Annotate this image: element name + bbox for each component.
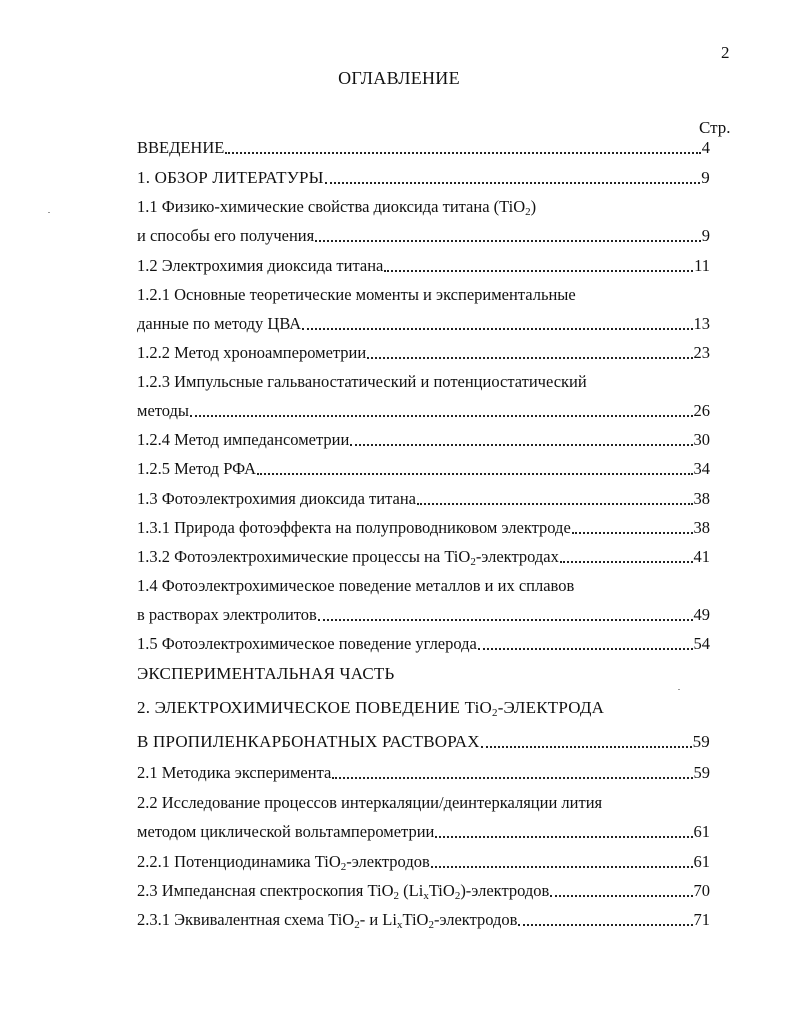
toc-entry-text — [137, 547, 559, 567]
scan-speck — [678, 689, 680, 690]
toc-title: ОГЛАВЛЕНИЕ — [338, 68, 460, 88]
toc-entry-text: 1.4 Фотоэлектрохимическое поведение металлов и их сплавов — [137, 576, 575, 595]
toc-entry-text-part: TiO — [402, 910, 429, 929]
toc-entry-page: 13 — [693, 314, 710, 333]
toc-entry-text: 1.2.2 Метод хроноамперометрии — [137, 343, 367, 362]
toc-entry-page: 54 — [693, 634, 710, 653]
toc-entry-page: 71 — [693, 910, 710, 929]
toc-entry-literature-review[interactable] — [137, 168, 710, 190]
toc-entry-text: 1. ОБЗОР ЛИТЕРАТУРЫ — [137, 168, 324, 187]
leader-dots — [417, 489, 693, 505]
toc-entry-page: 38 — [693, 489, 710, 508]
toc-entry-page: 26 — [693, 401, 710, 420]
subscript: 2 — [393, 890, 400, 902]
leader-dots — [435, 822, 692, 838]
leader-dots — [572, 518, 693, 534]
leader-dots — [560, 547, 693, 563]
toc-entry-text-part: 2.2.1 Потенциодинамика TiO — [137, 852, 341, 871]
leader-dots — [332, 763, 692, 779]
leader-dots — [225, 138, 700, 154]
toc-entry-page: 70 — [693, 881, 710, 900]
toc-entry-page: 9 — [701, 168, 710, 187]
toc-entry-page: 9 — [701, 226, 710, 245]
toc-entry-text-part: - и Li — [359, 910, 397, 929]
toc-entry-text — [137, 852, 430, 872]
subscript: 2 — [428, 919, 434, 931]
leader-dots — [384, 256, 693, 272]
toc-entry-text: 1.2.5 Метод РФА — [137, 459, 256, 478]
leader-dots — [315, 226, 701, 242]
toc-entry-page: 11 — [694, 256, 710, 275]
leader-dots — [367, 343, 692, 359]
toc-entry-text: 1.3 Фотоэлектрохимия диоксида титана — [137, 489, 416, 508]
toc-entry-2-1[interactable] — [137, 763, 710, 785]
toc-entry-1-2-5[interactable] — [137, 459, 710, 481]
toc-entry-1-3-2[interactable] — [137, 547, 710, 569]
toc-entry-text-part: (Li — [399, 881, 424, 900]
toc-entry-text: в растворах электролитов — [137, 605, 317, 624]
toc-entry-page: 41 — [693, 547, 710, 566]
toc-entry-text: 2.2 Исследование процессов интеркаляции/деинтеркаляции лития — [137, 793, 603, 812]
toc-entry-page: 61 — [693, 852, 710, 871]
toc-entry-page: 38 — [693, 518, 710, 537]
toc-entry-1-2-2[interactable] — [137, 343, 710, 365]
leader-dots — [350, 430, 692, 446]
toc-entry-text: 1.2 Электрохимия диоксида титана — [137, 256, 384, 275]
subscript: 2 — [525, 206, 531, 218]
toc-entry-1-2[interactable] — [137, 256, 710, 278]
leader-dots — [190, 401, 692, 417]
toc-entry-text: 1.5 Фотоэлектрохимическое поведение углерода — [137, 634, 477, 653]
toc-entry-page: 4 — [701, 138, 710, 157]
toc-entry-text: ЭКСПЕРИМЕНТАЛЬНАЯ ЧАСТЬ — [137, 664, 395, 683]
toc-entry-text: 1.2.3 Импульсные гальваностатический и потенциостатический — [137, 372, 587, 391]
toc-entry-1-2-1-line2[interactable] — [137, 314, 710, 336]
toc-entry-1-1-line2[interactable] — [137, 226, 710, 248]
toc-entry-2-2-line2[interactable] — [137, 822, 710, 844]
toc-entry-text: методы — [137, 401, 190, 420]
leader-dots — [325, 168, 701, 184]
toc-entry-page: 34 — [693, 459, 710, 478]
toc-entry-1-2-4[interactable] — [137, 430, 710, 452]
toc-entry-text: 1.2.4 Метод импедансометрии — [137, 430, 350, 449]
subscript: 2 — [470, 556, 476, 568]
toc-entry-text: данные по методу ЦВА — [137, 314, 302, 333]
toc-entry-text — [137, 881, 549, 901]
leader-dots — [318, 605, 693, 621]
toc-entry-page: 49 — [693, 605, 710, 624]
toc-entry-page: 61 — [693, 822, 710, 841]
toc-entry-1-3[interactable] — [137, 489, 710, 511]
toc-entry-text-part: TiO — [428, 881, 455, 900]
toc-entry-2-2-line1[interactable] — [137, 793, 710, 815]
toc-entry-2-2-1[interactable] — [137, 852, 710, 874]
toc-entry-page: 59 — [693, 763, 710, 782]
toc-entry-2-line2[interactable] — [137, 732, 710, 754]
toc-entry-page: 30 — [693, 430, 710, 449]
subscript: 2 — [340, 861, 347, 873]
subscript: x — [396, 919, 403, 931]
subscript: x — [423, 890, 429, 902]
leader-dots — [481, 732, 692, 748]
leader-dots — [431, 852, 693, 868]
toc-entry-1-4-line1[interactable] — [137, 576, 710, 598]
toc-entry-text-part: -электродов — [433, 910, 518, 929]
toc-entry-text: 1.3.1 Природа фотоэффекта на полупроводниковом электроде — [137, 518, 571, 537]
toc-entry-text: и способы его получения — [137, 226, 315, 245]
page-number: 2 — [721, 43, 730, 62]
subscript: 2 — [454, 890, 461, 902]
leader-dots — [257, 459, 693, 475]
toc-entry-1-2-3-line1[interactable] — [137, 372, 710, 394]
leader-dots — [518, 910, 692, 926]
toc-entry-1-2-3-line2[interactable] — [137, 401, 710, 423]
subscript: 2 — [491, 707, 498, 719]
toc-entry-text: В ПРОПИЛЕНКАРБОНАТНЫХ РАСТВОРАХ — [137, 732, 480, 751]
toc-entry-text-part: -электродов — [346, 852, 430, 871]
toc-entry-text-part: -электродах — [475, 547, 559, 566]
toc-entry-text-part: 1.3.2 Фотоэлектрохимические процессы на TiO — [137, 547, 471, 566]
toc-entry-text: 2.1 Методика эксперимента — [137, 763, 332, 782]
toc-entry-page: 59 — [692, 732, 710, 751]
toc-entry-text — [137, 910, 517, 930]
toc-entry-text: 2. ЭЛЕКТРОХИМИЧЕСКОЕ ПОВЕДЕНИЕ TiO — [137, 698, 492, 717]
toc-entry-text-part: 2.3.1 Эквивалентная схема TiO — [137, 910, 355, 929]
toc-entry-text-part: 2.3 Импедансная спектроскопия TiO — [137, 881, 394, 900]
toc-entry-text-tail: ) — [530, 197, 537, 216]
toc-entry-1-4-line2[interactable] — [137, 605, 710, 627]
toc-entry-1-2-1-line1[interactable] — [137, 285, 710, 307]
toc-entry-2-line1[interactable] — [137, 698, 710, 720]
toc-entry-text-tail: -ЭЛЕКТРОДА — [497, 698, 605, 717]
page-column-label: Стр. — [699, 118, 731, 137]
leader-dots — [550, 881, 692, 897]
toc-entry-text: ВВЕДЕНИЕ — [137, 138, 225, 157]
toc-entry-text-part: )-электродов — [460, 881, 550, 900]
toc-entry-2-3[interactable] — [137, 881, 710, 903]
toc-entry-text: 1.2.1 Основные теоретические моменты и экспериментальные — [137, 285, 576, 304]
toc-entry-introduction[interactable] — [137, 138, 710, 160]
leader-dots — [302, 314, 692, 330]
leader-dots — [478, 634, 693, 650]
toc-entry-1-5[interactable] — [137, 634, 710, 656]
toc-entry-2-3-1[interactable] — [137, 910, 710, 932]
subscript: 2 — [354, 919, 360, 931]
toc-entry-1-1-line1[interactable] — [137, 197, 710, 219]
toc-entry-experimental-part[interactable] — [137, 664, 710, 686]
toc-entry-text: методом циклической вольтамперометрии — [137, 822, 435, 841]
toc-entry-1-3-1[interactable] — [137, 518, 710, 540]
toc-entry-text: 1.1 Физико-химические свойства диоксида титана (TiO — [137, 197, 526, 216]
toc-entry-page: 23 — [693, 343, 710, 362]
scan-speck — [48, 212, 50, 213]
